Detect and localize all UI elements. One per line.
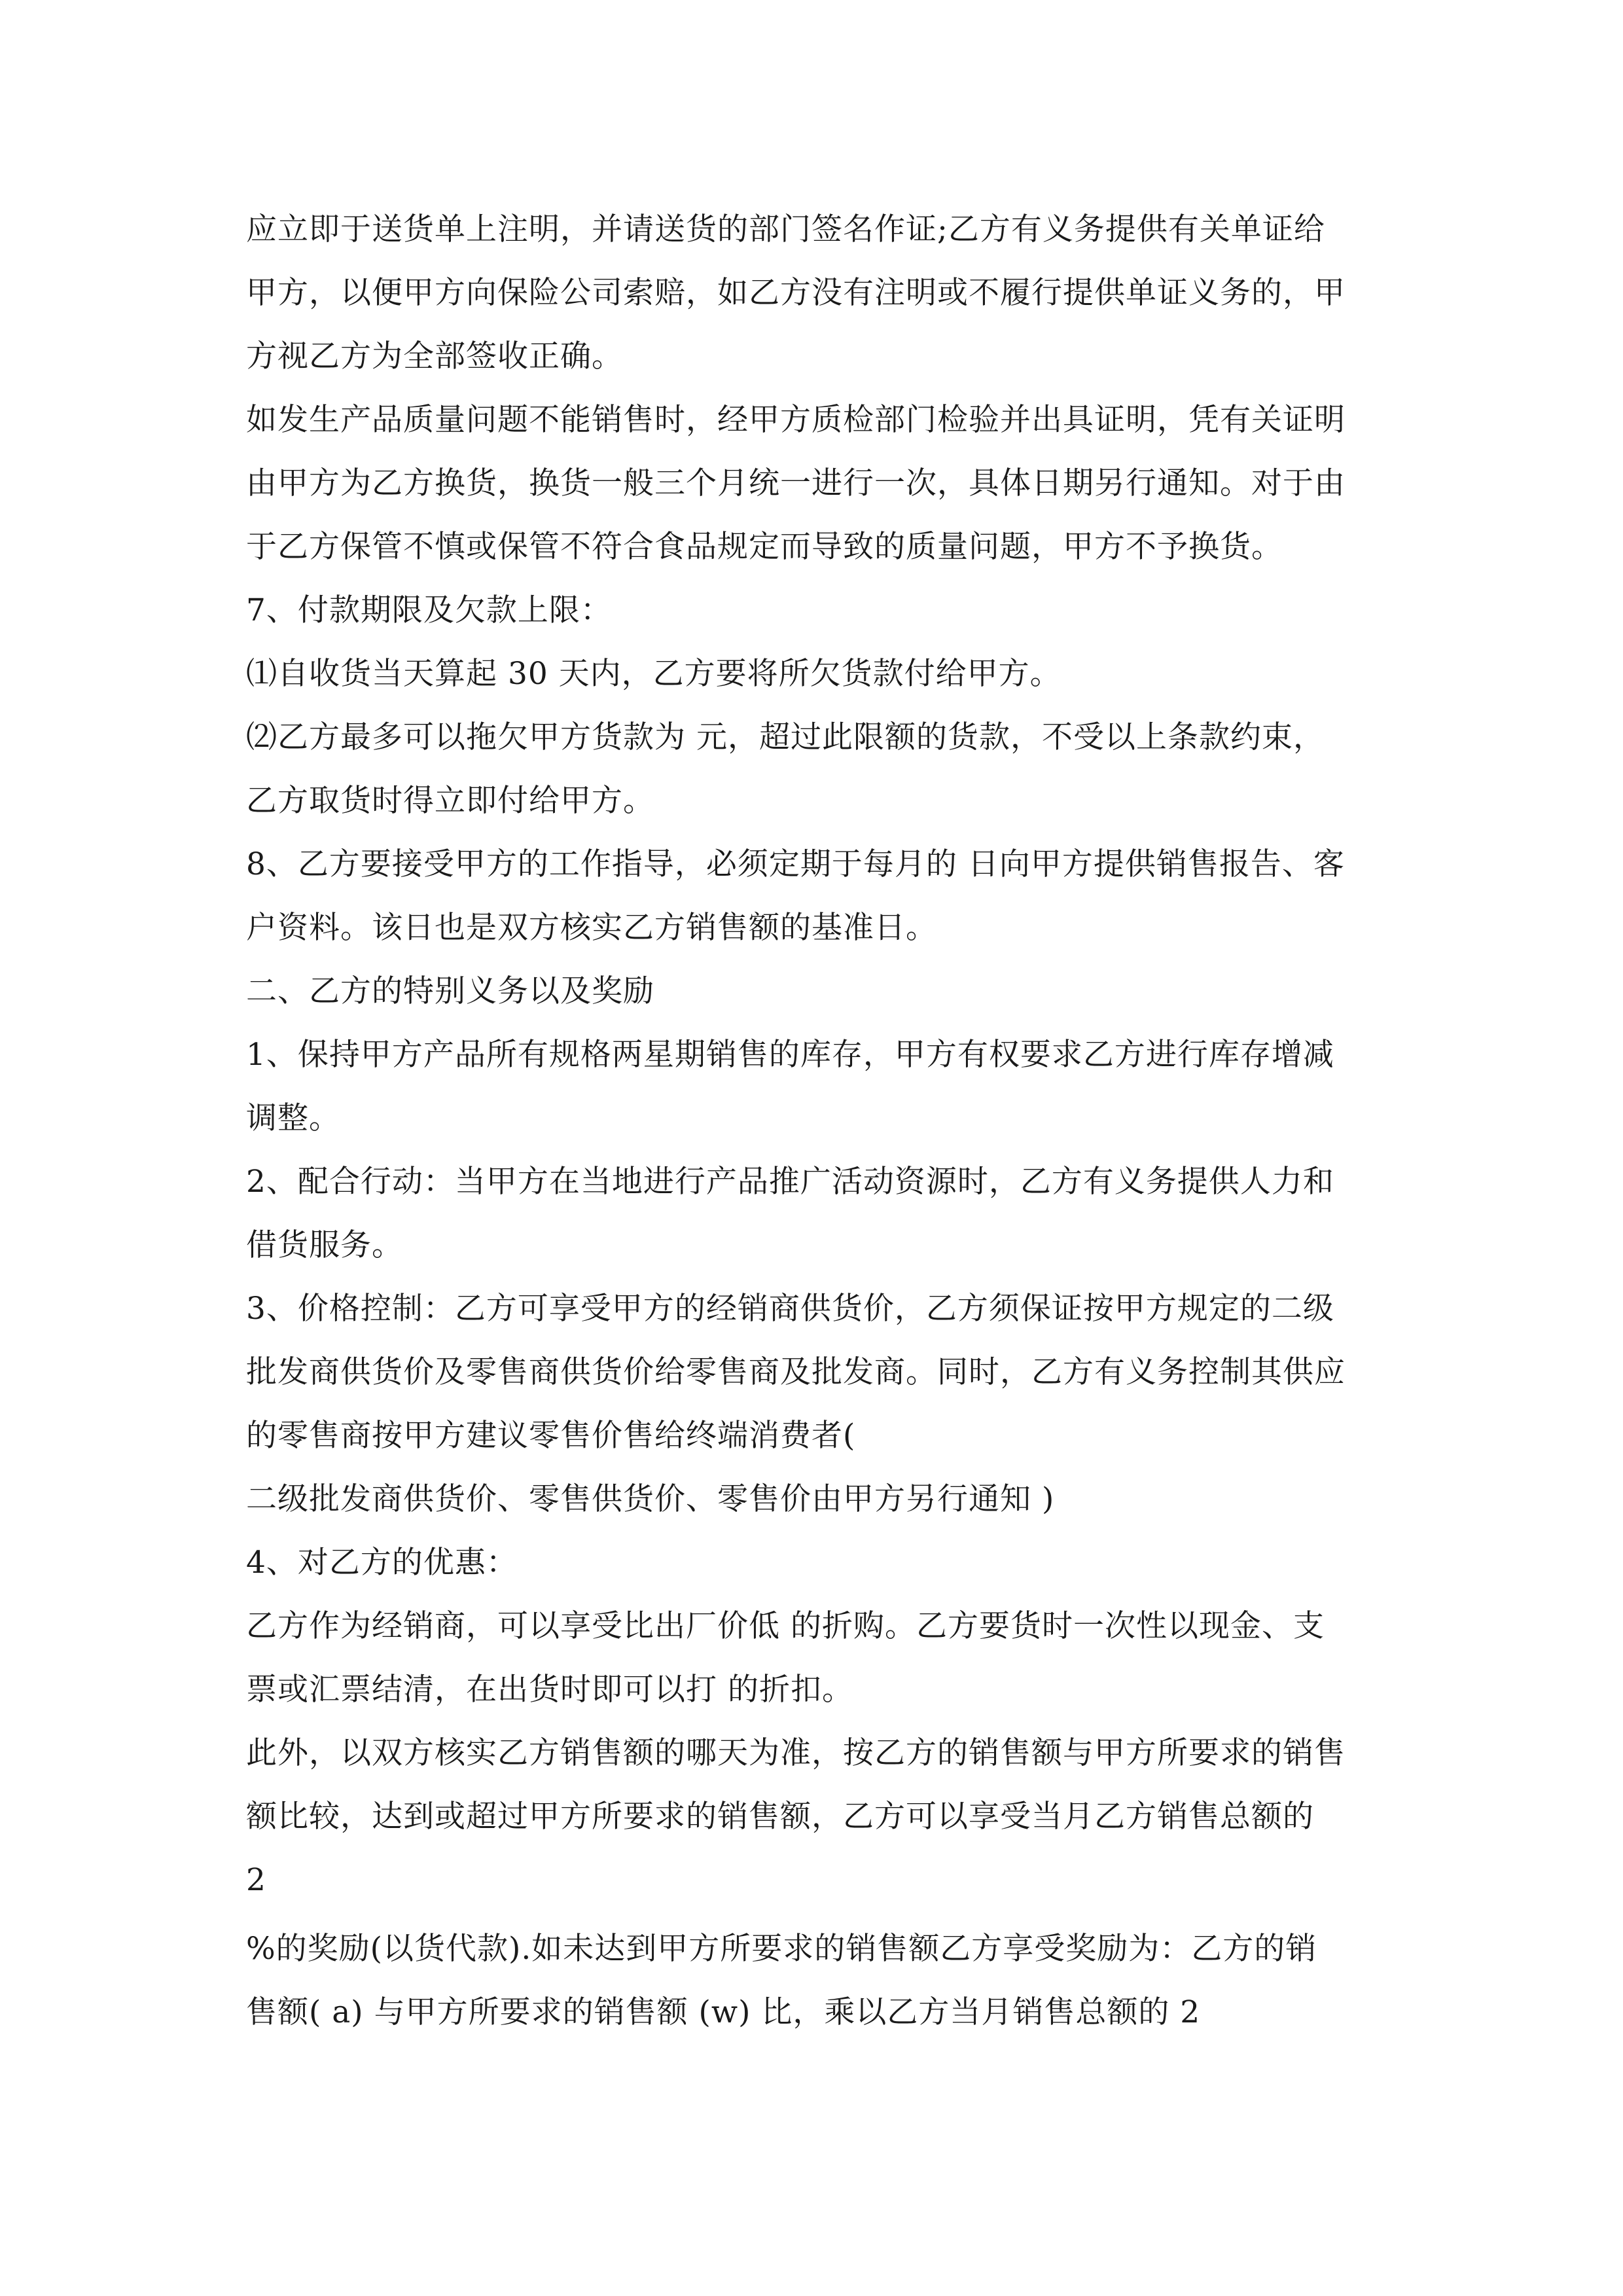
text-line: 2 bbox=[246, 1862, 266, 1898]
section-heading: 7、付款期限及欠款上限： bbox=[246, 592, 612, 628]
text-line: %的奖励(以货代款).如未达到甲方所要求的销售额乙方享受奖励为：乙方的销 bbox=[246, 1931, 1317, 1967]
text-line: 于乙方保管不慎或保管不符合食品规定而导致的质量问题，甲方不予换货。 bbox=[246, 529, 1283, 565]
text-line: 售额( a) 与甲方所要求的销售额 (w) 比，乘以乙方当月销售总额的 2 bbox=[246, 1994, 1201, 2030]
section-heading: 2、配合行动：当甲方在当地进行产品推广活动资源时，乙方有义务提供人力和 bbox=[246, 1164, 1334, 1200]
section-heading: 3、价格控制：乙方可享受甲方的经销商供货价，乙方须保证按甲方规定的二级 bbox=[246, 1291, 1334, 1327]
text-line: 方视乙方为全部签收正确。 bbox=[246, 338, 623, 374]
text-line: 二级批发商供货价、零售供货价、零售价由甲方另行通知 ) bbox=[246, 1481, 1055, 1517]
section-heading: 4、对乙方的优惠： bbox=[246, 1545, 518, 1581]
text-line: 票或汇票结清，在出货时即可以打 的折扣。 bbox=[246, 1672, 853, 1708]
text-line: ⑴自收货当天算起 30 天内，乙方要将所欠货款付给甲方。 bbox=[246, 656, 1061, 692]
text-line: 借货服务。 bbox=[246, 1227, 403, 1263]
section-heading: 二、乙方的特别义务以及奖励 bbox=[246, 973, 654, 1009]
text-line: 额比较，达到或超过甲方所要求的销售额，乙方可以享受当月乙方销售总额的 bbox=[246, 1799, 1314, 1835]
text-line: 乙方取货时得立即付给甲方。 bbox=[246, 783, 654, 819]
text-line: 如发生产品质量问题不能销售时，经甲方质检部门检验并出具证明，凭有关证明 bbox=[246, 402, 1346, 438]
section-heading: 1、保持甲方产品所有规格两星期销售的库存，甲方有权要求乙方进行库存增减 bbox=[246, 1037, 1334, 1073]
text-line: 甲方，以便甲方向保险公司索赔，如乙方没有注明或不履行提供单证义务的，甲 bbox=[246, 275, 1346, 311]
text-line: 户资料。该日也是双方核实乙方销售额的基准日。 bbox=[246, 910, 937, 946]
text-line: 由甲方为乙方换货，换货一般三个月统一进行一次，具体日期另行通知。对于由 bbox=[246, 465, 1346, 501]
text-line: 调整。 bbox=[246, 1100, 340, 1136]
section-heading: 8、乙方要接受甲方的工作指导，必须定期于每月的 日向甲方提供销售报告、客 bbox=[246, 846, 1345, 882]
text-line: ⑵乙方最多可以拖欠甲方货款为 元，超过此限额的货款，不受以上条款约束， bbox=[246, 719, 1325, 755]
text-line: 批发商供货价及零售商供货价给零售商及批发商。同时，乙方有义务控制其供应 bbox=[246, 1354, 1346, 1390]
text-line: 应立即于送货单上注明，并请送货的部门签名作证;乙方有义务提供有关单证给 bbox=[246, 211, 1325, 247]
text-line: 此外，以双方核实乙方销售额的哪天为准，按乙方的销售额与甲方所要求的销售 bbox=[246, 1735, 1346, 1771]
text-line: 乙方作为经销商，可以享受比出厂价低 的折购。乙方要货时一次性以现金、支 bbox=[246, 1608, 1325, 1644]
text-line: 的零售商按甲方建议零售价售给终端消费者( bbox=[246, 1418, 856, 1454]
